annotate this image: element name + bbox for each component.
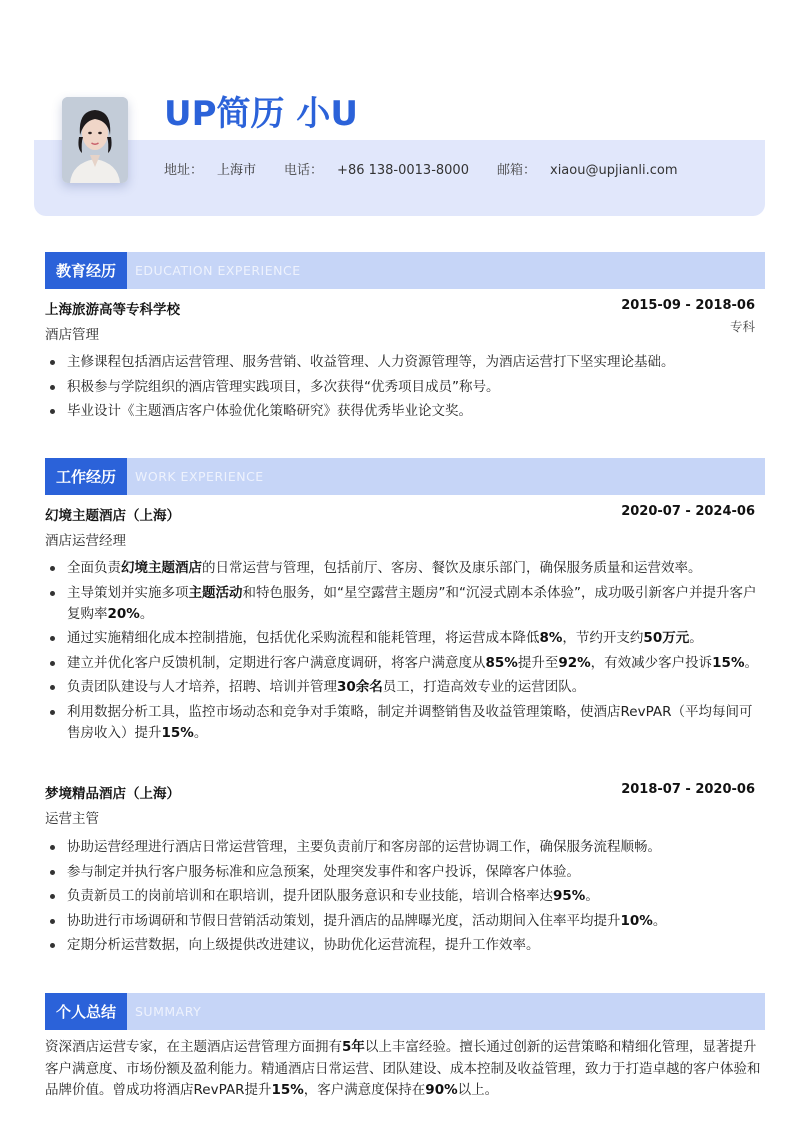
text-run: ，有效减少客户投诉 <box>590 654 713 671</box>
company-name: 梦境精品酒店（上海） <box>45 786 180 802</box>
candidate-name: UP简历 小U <box>164 94 358 134</box>
avatar <box>62 97 128 183</box>
bullet-item <box>45 886 765 907</box>
bullet-item <box>45 628 765 649</box>
text-run: 员工，打造高效专业的运营团队。 <box>382 679 586 695</box>
bullet-item <box>45 837 765 858</box>
work-date: 2020-07 - 2024-06 <box>621 504 755 519</box>
text-run: 负责新员工的岗前培训和在职培训，提升团队服务意识和专业技能，培训合格率达 <box>67 888 553 904</box>
highlight-text: 15% <box>271 1082 304 1098</box>
highlight-text: 主题活动 <box>188 584 243 601</box>
text-run: 以上丰富经验。擅长通过创新的运营策略和精细化管理，显著提升客户满意度、市场份额及盈利能力。精通酒店日常运营、团队建设、成本控制及收益管理，致力于打造卓越的客户体验和品牌价值。曾成功将酒店RevPAR提升 <box>45 1039 761 1098</box>
highlight-text: 95% <box>553 888 586 904</box>
degree: 专科 <box>729 319 755 334</box>
section-title-cn: 教育经历 <box>45 252 127 289</box>
contact-value: +86 138-0013-8000 <box>337 163 469 178</box>
text-run: 。 <box>139 605 154 622</box>
section-title-en: SUMMARY <box>135 1004 202 1019</box>
bullet-item <box>45 377 765 398</box>
contact-email <box>497 162 678 180</box>
contact-label: 电话： <box>284 163 324 178</box>
company-name: 幻境主题酒店（上海） <box>45 508 180 524</box>
work-bullets <box>45 837 765 960</box>
bullet-item <box>45 401 765 422</box>
section-header-work <box>45 458 765 495</box>
text-run: 。 <box>193 724 208 741</box>
work-date: 2018-07 - 2020-06 <box>621 782 755 797</box>
text-run: 提升至 <box>517 654 559 671</box>
section-title-cn: 工作经历 <box>45 458 127 495</box>
bullet-item <box>45 911 765 932</box>
text-run: 定期分析运营数据，向上级提供改进建议，协助优化运营流程，提升工作效率。 <box>67 937 540 953</box>
text-run: 资深酒店运营专家，在主题酒店运营管理方面拥有 <box>45 1039 342 1055</box>
education-bullets <box>45 352 765 426</box>
bullet-item <box>45 583 765 625</box>
highlight-text: 15% <box>161 724 194 741</box>
contact-value[interactable]: xiaou@upjianli.com <box>550 163 678 178</box>
highlight-text: 15% <box>712 654 745 671</box>
text-run: ，节约开支约 <box>562 630 644 646</box>
highlight-text: 幻境主题酒店 <box>121 560 202 576</box>
summary-text <box>45 1037 765 1102</box>
highlight-text: 90% <box>425 1082 458 1098</box>
bullet-item <box>45 558 765 579</box>
bullet-item <box>45 653 765 674</box>
text-run: ，客户满意度保持在 <box>303 1082 426 1098</box>
section-header-summary <box>45 993 765 1030</box>
text-run: 。 <box>585 888 599 904</box>
bullet-item <box>45 862 765 883</box>
text-run: 毕业设计《主题酒店客户体验优化策略研究》获得优秀毕业论文奖。 <box>67 403 472 419</box>
text-run: 。 <box>744 654 758 671</box>
text-run: 积极参与学院组织的酒店管理实践项目，多次获得“优秀项目成员”称号。 <box>67 378 500 395</box>
text-run: 通过实施精细化成本控制措施，包括优化采购流程和能耗管理，将运营成本降低 <box>67 630 540 646</box>
text-run: 协助运营经理进行酒店日常运营管理，主要负责前厅和客房部的运营协调工作，确保服务流程顺畅。 <box>67 839 661 855</box>
education-date: 2015-09 - 2018-06 <box>621 298 755 313</box>
text-run: 全面负责 <box>67 560 121 576</box>
position: 酒店运营经理 <box>45 533 126 549</box>
text-run: 利用数据分析工具，监控市场动态和竞争对手策略，制定并调整销售及收益管理策略，使酒店RevPAR（平均每间可售房收入）提升 <box>67 703 753 741</box>
school-name: 上海旅游高等专科学校 <box>45 302 180 318</box>
contact-label: 地址： <box>164 163 204 178</box>
section-header-education <box>45 252 765 289</box>
work-bullets <box>45 558 765 747</box>
section-title-en: WORK EXPERIENCE <box>135 469 264 484</box>
contact-address <box>164 162 256 180</box>
contact-info <box>164 162 706 180</box>
section-title-cn: 个人总结 <box>45 993 127 1030</box>
major: 酒店管理 <box>45 327 99 343</box>
highlight-text: 30余名 <box>337 679 383 695</box>
text-run: 的日常运营与管理，包括前厅、客房、餐饮及康乐部门，确保服务质量和运营效率。 <box>202 560 702 576</box>
profile-photo-icon <box>62 97 128 183</box>
bullet-item <box>45 702 765 744</box>
bullet-item <box>45 352 765 373</box>
text-run: 参与制定并执行客户服务标准和应急预案，处理突发事件和客户投诉，保障客户体验。 <box>67 863 580 880</box>
bullet-item <box>45 677 765 698</box>
text-run: 主导策划并实施多项 <box>67 584 189 601</box>
contact-value: 上海市 <box>217 163 257 178</box>
highlight-text: 92% <box>558 654 591 671</box>
text-run: 以上。 <box>457 1082 499 1098</box>
section-title-en: EDUCATION EXPERIENCE <box>135 263 301 278</box>
text-run: 建立并优化客户反馈机制，定期进行客户满意度调研，将客户满意度从 <box>67 654 486 671</box>
highlight-text: 50万元 <box>643 630 690 646</box>
bullet-item <box>45 935 765 956</box>
text-run: 。 <box>689 630 703 646</box>
highlight-text: 85% <box>485 654 518 671</box>
highlight-text: 8% <box>539 630 563 646</box>
highlight-text: 20% <box>107 605 140 622</box>
position: 运营主管 <box>45 811 99 827</box>
text-run: 和特色服务，如“星空露营主题房”和“沉浸式剧本杀体验”，成功吸引新客户并提升客户复购率 <box>67 584 757 622</box>
contact-phone <box>284 162 469 180</box>
text-run: 。 <box>652 912 667 929</box>
contact-label: 邮箱： <box>496 163 536 178</box>
text-run: 负责团队建设与人才培养，招聘、培训并管理 <box>67 679 337 695</box>
highlight-text: 10% <box>620 912 653 929</box>
highlight-text: 5年 <box>342 1039 365 1055</box>
text-run: 协助进行市场调研和节假日营销活动策划，提升酒店的品牌曝光度，活动期间入住率平均提升 <box>67 912 621 929</box>
text-run: 主修课程包括酒店运营管理、服务营销、收益管理、人力资源管理等，为酒店运营打下坚实理论基础。 <box>67 354 675 370</box>
